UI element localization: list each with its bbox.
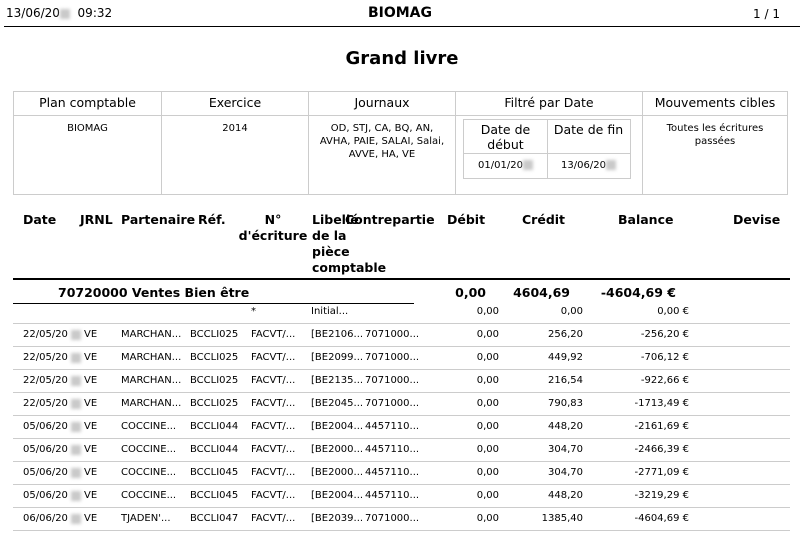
print-date-value: 13/06/20: [6, 6, 60, 20]
cell-date: 05/06/20: [23, 444, 68, 455]
cell-debit: 0,00: [476, 513, 499, 524]
cell-jrnl: VE: [84, 352, 98, 363]
cell-libelle: [BE2106...: [311, 329, 364, 340]
table-row: [13, 485, 790, 508]
company-name: BIOMAG: [367, 5, 433, 21]
cell-partenaire: TJADEN'...: [121, 513, 171, 524]
page-number: 1 / 1: [753, 7, 780, 21]
cell-date: 22/05/20: [23, 398, 68, 409]
table-row: [13, 508, 790, 531]
table-row: [13, 439, 790, 462]
cell-ecriture: FACVT/...: [251, 513, 296, 524]
cell-date: 06/06/20: [23, 513, 68, 524]
date-start-label: Date de début: [464, 120, 547, 154]
cell-debit: 0,00: [476, 375, 499, 386]
cell-contrepartie: 4457110...: [365, 421, 420, 432]
date-start: [464, 120, 548, 178]
initial-balance: 0,00 €: [657, 306, 689, 317]
col-libelle: Libellé de la pièce comptable: [312, 212, 387, 275]
date-end-label: Date de fin: [547, 120, 630, 154]
cell-partenaire: COCCINE...: [121, 490, 177, 501]
cell-jrnl: VE: [84, 444, 98, 455]
cell-balance: -256,20 €: [640, 329, 689, 340]
cell-jrnl: VE: [84, 467, 98, 478]
filter-journaux-label: Journaux: [309, 92, 455, 116]
cell-debit: 0,00: [476, 329, 499, 340]
date-end-field: [547, 154, 630, 171]
cell-debit: 0,00: [476, 421, 499, 432]
cell-ecriture: FACVT/...: [251, 490, 296, 501]
account-balance: -4604,69 €: [600, 285, 676, 300]
cell-ecriture: FACVT/...: [251, 421, 296, 432]
date-range: [463, 119, 631, 179]
cell-credit: 790,83: [548, 398, 583, 409]
cell-date: 22/05/20: [23, 329, 68, 340]
cell-ref: BCCLI025: [190, 375, 239, 386]
table-row: [13, 324, 790, 347]
cell-ref: BCCLI045: [190, 467, 239, 478]
redacted-mark: [71, 399, 81, 409]
header-separator: [13, 278, 790, 280]
cell-libelle: [BE2099...: [311, 352, 364, 363]
cell-contrepartie: 4457110...: [365, 444, 420, 455]
cell-balance: -706,12 €: [640, 352, 689, 363]
filter-summary: [13, 91, 788, 195]
table-row: [13, 462, 790, 485]
filter-mouvements-value: Toutes les écritures passées: [666, 123, 764, 147]
redacted-mark: [71, 514, 81, 524]
cell-ref: BCCLI025: [190, 329, 239, 340]
cell-credit: 304,70: [548, 467, 583, 478]
redacted-mark: [71, 376, 81, 386]
initial-ecriture: *: [251, 306, 256, 317]
filter-plan-label: Plan comptable: [14, 92, 161, 116]
cell-ref: BCCLI044: [190, 444, 239, 455]
cell-partenaire: COCCINE...: [121, 444, 177, 455]
cell-credit: 1385,40: [541, 513, 583, 524]
cell-date: 05/06/20: [23, 421, 68, 432]
cell-ref: BCCLI045: [190, 490, 239, 501]
col-debit: Débit: [447, 212, 486, 227]
cell-ref: BCCLI025: [190, 352, 239, 363]
cell-balance: -1713,49 €: [634, 398, 689, 409]
col-ecriture: N° d'écriture: [238, 212, 308, 243]
table-row: [13, 370, 790, 393]
header-divider: [4, 26, 800, 27]
cell-date: 22/05/20: [23, 375, 68, 386]
cell-jrnl: VE: [84, 398, 98, 409]
cell-ecriture: FACVT/...: [251, 444, 296, 455]
col-ref: Réf.: [198, 212, 226, 227]
cell-balance: -2466,39 €: [634, 444, 689, 455]
cell-jrnl: VE: [84, 421, 98, 432]
cell-balance: -4604,69 €: [634, 513, 689, 524]
date-start-field: [464, 154, 547, 171]
account-debit: 0,00: [455, 285, 486, 300]
cell-credit: 256,20: [548, 329, 583, 340]
cell-ref: BCCLI044: [190, 421, 239, 432]
col-devise: Devise: [733, 212, 781, 227]
cell-date: 22/05/20: [23, 352, 68, 363]
filter-plan-value: BIOMAG: [67, 123, 108, 134]
cell-jrnl: VE: [84, 513, 98, 524]
filter-journaux: [309, 92, 456, 194]
cell-credit: 448,20: [548, 421, 583, 432]
cell-balance: -2771,09 €: [634, 467, 689, 478]
cell-partenaire: COCCINE...: [121, 467, 177, 478]
redacted-mark: [71, 353, 81, 363]
col-credit: Crédit: [522, 212, 566, 227]
cell-jrnl: VE: [84, 329, 98, 340]
cell-debit: 0,00: [476, 398, 499, 409]
account-label: 70720000 Ventes Bien être: [58, 285, 250, 300]
cell-partenaire: MARCHAN...: [121, 398, 182, 409]
cell-libelle: [BE2000...: [311, 467, 364, 478]
redacted-mark: [71, 330, 81, 340]
col-jrnl: JRNL: [80, 212, 113, 227]
cell-contrepartie: 7071000...: [365, 398, 420, 409]
initial-row: [13, 301, 790, 324]
cell-credit: 449,92: [548, 352, 583, 363]
cell-balance: -3219,29 €: [634, 490, 689, 501]
cell-libelle: [BE2004...: [311, 421, 364, 432]
table-row: [13, 416, 790, 439]
date-start-value: 01/01/20: [478, 160, 523, 171]
date-end-value: 13/06/20: [561, 160, 606, 171]
col-date: Date: [23, 212, 57, 227]
redacted-mark: [71, 445, 81, 455]
table-row: [13, 347, 790, 370]
col-contrepartie: Contrepartie: [345, 212, 435, 227]
redacted-mark: [71, 468, 81, 478]
cell-debit: 0,00: [476, 490, 499, 501]
redacted-mark: [523, 160, 533, 170]
cell-libelle: [BE2045...: [311, 398, 364, 409]
cell-ecriture: FACVT/...: [251, 467, 296, 478]
filter-journaux-value: OD, STJ, CA, BQ, AN, AVHA, PAIE, SALAI, Salai, AVVE, HA, VE: [319, 123, 445, 160]
cell-balance: -2161,69 €: [634, 421, 689, 432]
cell-date: 05/06/20: [23, 467, 68, 478]
initial-credit: 0,00: [560, 306, 583, 317]
initial-debit: 0,00: [476, 306, 499, 317]
cell-credit: 448,20: [548, 490, 583, 501]
cell-ecriture: FACVT/...: [251, 375, 296, 386]
filter-exercice: [162, 92, 309, 194]
print-time: 09:32: [77, 6, 113, 20]
cell-libelle: [BE2000...: [311, 444, 364, 455]
cell-debit: 0,00: [476, 467, 499, 478]
cell-ref: BCCLI025: [190, 398, 239, 409]
cell-ecriture: FACVT/...: [251, 352, 296, 363]
table-row: [13, 393, 790, 416]
cell-contrepartie: 7071000...: [365, 513, 420, 524]
cell-credit: 216,54: [548, 375, 583, 386]
filter-mouvements: [643, 92, 787, 194]
redacted-mark: [71, 491, 81, 501]
date-end: [547, 120, 630, 178]
filter-plan: [14, 92, 162, 194]
cell-debit: 0,00: [476, 352, 499, 363]
filter-date-label: Filtré par Date: [456, 92, 642, 116]
cell-libelle: [BE2039...: [311, 513, 364, 524]
initial-libelle: Initial...: [311, 306, 349, 317]
cell-contrepartie: 7071000...: [365, 352, 420, 363]
cell-partenaire: MARCHAN...: [121, 375, 182, 386]
cell-libelle: [BE2004...: [311, 490, 364, 501]
cell-ecriture: FACVT/...: [251, 398, 296, 409]
redacted-mark: [71, 422, 81, 432]
cell-partenaire: MARCHAN...: [121, 352, 182, 363]
cell-credit: 304,70: [548, 444, 583, 455]
cell-contrepartie: 4457110...: [365, 467, 420, 478]
filter-exercice-label: Exercice: [162, 92, 308, 116]
cell-contrepartie: 7071000...: [365, 375, 420, 386]
cell-ecriture: FACVT/...: [251, 329, 296, 340]
cell-ref: BCCLI047: [190, 513, 239, 524]
cell-balance: -922,66 €: [640, 375, 689, 386]
cell-jrnl: VE: [84, 375, 98, 386]
col-balance: Balance: [618, 212, 674, 227]
redacted-mark: [606, 160, 616, 170]
col-partenaire: Partenaire: [121, 212, 196, 227]
cell-jrnl: VE: [84, 490, 98, 501]
filter-mouvements-label: Mouvements cibles: [643, 92, 787, 116]
filter-exercice-value: 2014: [222, 123, 248, 134]
filter-date: [456, 92, 643, 194]
cell-libelle: [BE2135...: [311, 375, 364, 386]
cell-partenaire: MARCHAN...: [121, 329, 182, 340]
account-credit: 4604,69: [513, 285, 570, 300]
cell-contrepartie: 4457110...: [365, 490, 420, 501]
cell-partenaire: COCCINE...: [121, 421, 177, 432]
cell-contrepartie: 7071000...: [365, 329, 420, 340]
cell-debit: 0,00: [476, 444, 499, 455]
report-title: Grand livre: [345, 48, 459, 69]
cell-date: 05/06/20: [23, 490, 68, 501]
